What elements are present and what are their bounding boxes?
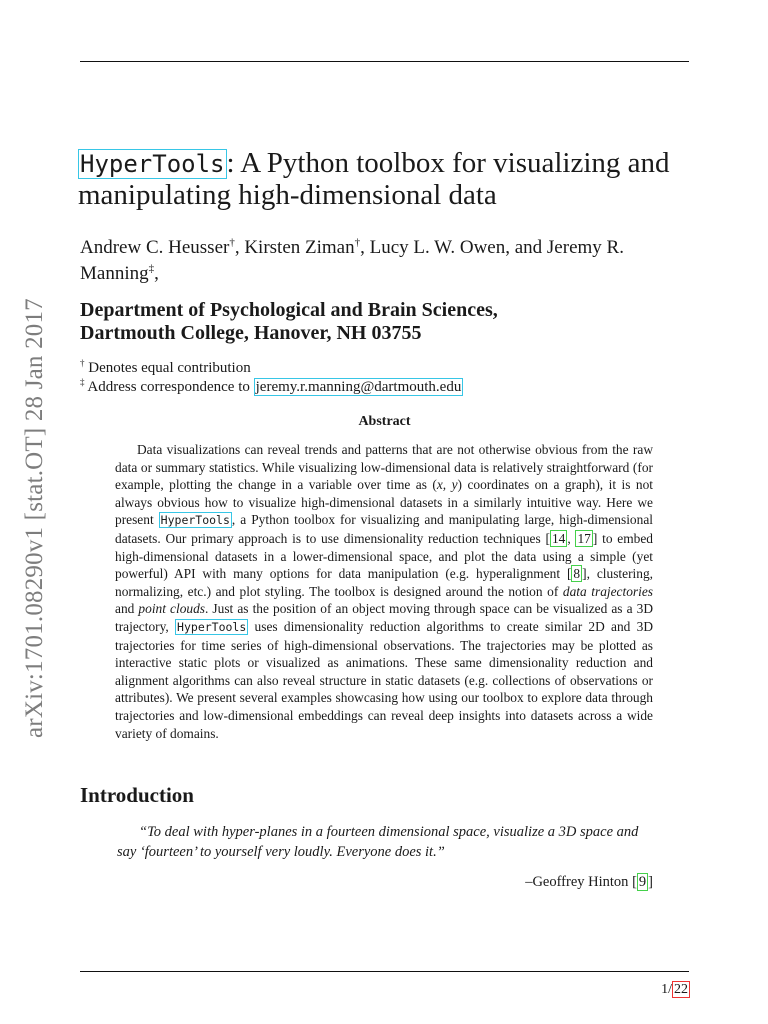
author-separator: , xyxy=(234,237,245,258)
author-heusser: Andrew C. Heusser xyxy=(80,237,230,258)
equal-contribution-mark: † xyxy=(354,236,361,249)
epigraph-quote xyxy=(117,822,655,862)
title-text: : A Python toolbox for visualizing and manipulating high-dimensional data xyxy=(78,147,670,211)
arxiv-identifier-stamp: arXiv:1701.08290v1 [stat.OT] 28 Jan 2017 xyxy=(21,298,48,738)
equal-contribution-note xyxy=(80,359,690,378)
correspondence-mark: ‡ xyxy=(148,262,155,275)
epigraph-author: –Geoffrey Hinton xyxy=(525,874,633,890)
email-link[interactable]: jeremy.r.manning@dartmouth.edu xyxy=(255,379,462,395)
dagger-symbol: † xyxy=(80,358,85,368)
page-current: 1/ xyxy=(661,982,672,997)
section-heading-introduction: Introduction xyxy=(80,783,194,807)
correspondence-note xyxy=(80,378,690,397)
abstract-hypertools-link[interactable]: HyperTools xyxy=(160,513,230,528)
epigraph-text: “To deal with hyper-planes in a fourteen dimensional space, visualize a 3D space and say ‘fourteen’ to yourself very loudly. Everyone does it.” xyxy=(117,824,639,860)
author-ziman: Kirsten Ziman xyxy=(244,237,355,258)
paper-title xyxy=(78,148,698,211)
page-total-link[interactable]: 22 xyxy=(674,982,688,997)
epigraph-attribution: –Geoffrey Hinton [ 9 ] xyxy=(525,874,653,890)
equal-contribution-mark: † xyxy=(229,236,235,249)
affiliation-department: Department of Psychological and Brain Sciences, xyxy=(80,299,498,321)
abstract-hypertools-link[interactable]: HyperTools xyxy=(177,619,247,634)
abstract-text: . Just as the position of an object moving through space can be visualized as a 3D trajectory, xyxy=(115,601,653,634)
double-dagger-symbol: ‡ xyxy=(80,377,85,387)
abstract-text: Data visualizations can reveal trends and patterns that are not otherwise obvious from the raw data or summary statistics. While visualizing low-dimensional data is relatively straightforward (for example, plotting the change in a variable over time as ( xyxy=(115,442,653,493)
citation-separator: , xyxy=(567,530,576,546)
abstract-heading: Abstract xyxy=(358,414,411,429)
title-hypertools-link[interactable]: HyperTools xyxy=(80,150,225,178)
footer-rule xyxy=(80,971,689,972)
affiliation xyxy=(80,299,690,345)
abstract-text: ) coordinates on a graph), it is not always obvious how to visualize high-dimensional datasets in a similarly intuitive way. Here we present xyxy=(115,477,653,528)
citation-link-8[interactable]: 8 xyxy=(573,566,581,582)
correspondence-text: Address correspondence to xyxy=(84,379,254,395)
abstract-emphasis: point clouds xyxy=(138,601,205,617)
citation-link-17[interactable]: 17 xyxy=(577,530,591,546)
citation-link-9[interactable]: 9 xyxy=(638,874,647,890)
abstract-text: and xyxy=(115,601,139,617)
author-list-end: , xyxy=(154,263,159,284)
author-list xyxy=(80,235,690,287)
affiliation-institution: Dartmouth College, Hanover, NH 03755 xyxy=(80,322,422,344)
header-rule xyxy=(80,61,689,62)
abstract-text: to embed high-dimensional datasets in a lower-dimensional space, and plot the data using a simple (yet powerful) API with many options for data manipulation (e.g. hyperalignment xyxy=(115,530,654,582)
author-notes xyxy=(80,359,690,397)
equal-contribution-text: Denotes equal contribution xyxy=(84,360,251,376)
abstract-text: , clustering, normalizing, etc.) and plot styling. The toolbox is designed around the notion of xyxy=(115,566,653,599)
citation-link-14[interactable]: 14 xyxy=(551,530,566,546)
author-owen-manning: Lucy L. W. Owen, and Jeremy R. Manning xyxy=(80,237,624,284)
author-separator: , xyxy=(360,237,370,258)
abstract-text: uses dimensionality reduction algorithms to create similar 2D and 3D trajectories for time series of high-dimensional observations. The trajectories may be plotted as interactive static plots or visualized as animations. These same dimensionality reduction and alignment algorithms can also reveal structure in static datasets (e.g. collections of observations or attributes). We present several examples showcasing how using our toolbox to explore data through trajectories and low-dimensional embeddings can reveal deep insights into datasets across a wide variety of domains. xyxy=(115,618,653,741)
abstract-emphasis: data trajectories xyxy=(562,583,653,599)
page-number xyxy=(600,982,690,998)
abstract-body: Data visualizations can reveal trends and patterns that are not otherwise obvious from the raw data or summary statistics. While visualizing low-dimensional data is relatively straightforward (for example, plotting the change in a variable over time as (x, y) coordinates on a graph), it is not always obvious how to visualize high-dimensional datasets in a similarly intuitive way. Here we present HyperTools , a Python toolbox for visualizing and manipulating large, high-dimensional datasets. Our primary approach is to use dimensionality reduction techniques [ 14 , 17 ] to embed high-dimensional datasets in a lower-dimensional space, and plot the data using a simple (yet powerful) API with many options for data manipulation (e.g. hyperalignment [ 8 ], clustering, normalizing, etc.) and plot styling. The toolbox is designed around the notion of data trajectories and point clouds. Just as the position of an object moving through space can be visualized as a 3D trajectory, HyperTools uses dimensionality reduction algorithms to create similar 2D and 3D trajectories for time series of high-dimensional observations. The trajectories may be plotted as interactive static plots or visualized as animations. These same dimensionality reduction and alignment algorithms can also reveal structure in static datasets (e.g. collections of observations or attributes). We present several examples showcasing how using our toolbox to explore data through trajectories and low-dimensional embeddings can reveal deep insights into datasets across a wide variety of domains. xyxy=(115,442,654,741)
abstract-math-xy: x, y xyxy=(436,477,458,493)
abstract-text: , a Python toolbox for visualizing and manipulating large, high-dimensional datasets. Our primary approach is to use dimensionality reduction techniques xyxy=(115,512,653,546)
